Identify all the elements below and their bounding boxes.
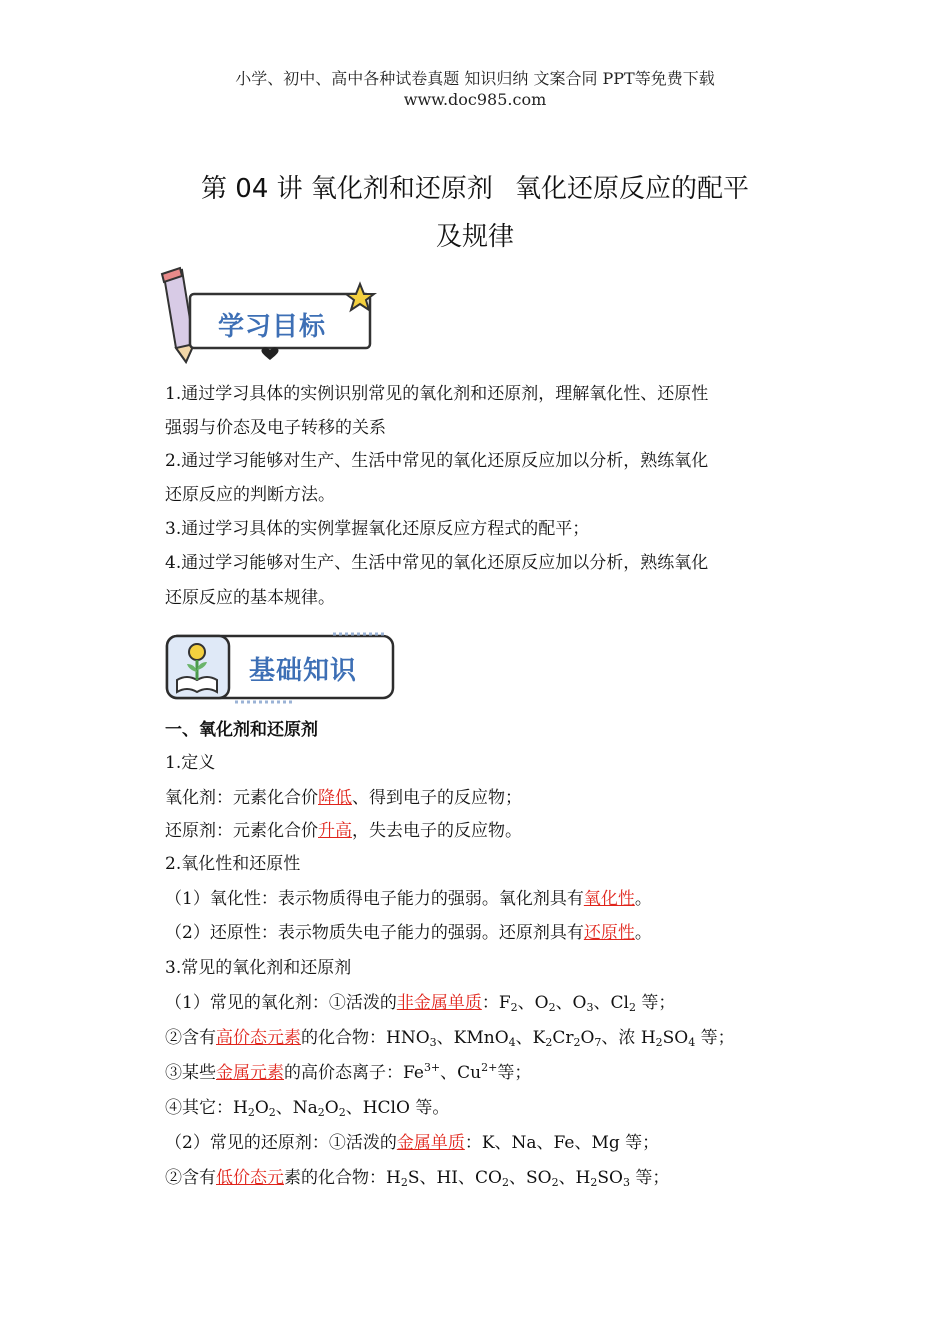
header-line-1: 小学、初中、高中各种试卷真题 知识归纳 文案合同 PPT等免费下载 — [235, 69, 715, 88]
goal-1-line-1: 1.通过学习具体的实例识别常见的氧化剂和还原剂，理解氧化性、还原性 — [165, 384, 709, 404]
subsection-common: 3.常见的氧化剂和还原剂 — [165, 958, 352, 978]
learning-goals-badge — [160, 266, 382, 368]
common-oxidants-3: ③某些金属元素的高价态离子：$Fe^{3+}$、$Cu^{2+}$等； — [165, 1061, 532, 1083]
basic-knowledge-label: 基础知识 — [249, 656, 358, 686]
page-title-line2: 及规律 — [435, 222, 514, 252]
common-reductants-2: ②含有低价态元素的化合物：$H_2S$、HI、$CO_2$、$SO_2$、$H_2SO_3$ 等； — [165, 1168, 670, 1189]
goal-1-line-2: 强弱与价态及电子转移的关系 — [165, 418, 386, 438]
goal-3: 3.通过学习具体的实例掌握氧化还原反应方程式的配平； — [165, 519, 590, 539]
goal-2-line-1: 2.通过学习能够对生产、生活中常见的氧化还原反应加以分析，熟练氧化 — [165, 451, 709, 471]
subsection-properties: 2.氧化性和还原性 — [165, 854, 301, 874]
oxidant-definition: 氧化剂：元素化合价降低、得到电子的反应物； — [165, 788, 522, 808]
common-oxidants-2: ②含有高价态元素的化合物：$HNO_3$、KMnO$_4$、$K_2Cr_2O_7$、浓 $H_2SO_4$ 等； — [165, 1028, 735, 1049]
common-reductants-1: （2）常见的还原剂：①活泼的金属单质：K、Na、Fe、Mg 等； — [165, 1133, 660, 1153]
goal-4-line-2: 还原反应的基本规律。 — [165, 588, 335, 608]
goal-4-line-1: 4.通过学习能够对生产、生活中常见的氧化还原反应加以分析，熟练氧化 — [165, 553, 709, 573]
basic-knowledge-badge — [163, 630, 399, 706]
oxidizing-property: （1）氧化性：表示物质得电子能力的强弱。氧化剂具有氧化性。 — [165, 889, 652, 909]
goal-2-line-2: 还原反应的判断方法。 — [165, 485, 335, 505]
subsection-definition: 1.定义 — [165, 753, 216, 773]
common-oxidants-1: （1）常见的氧化剂：①活泼的非金属单质：$F_2$、$O_2$、$O_3$、$Cl_2$ 等； — [165, 993, 676, 1014]
reducing-property: （2）还原性：表示物质失电子能力的强弱。还原剂具有还原性。 — [165, 923, 652, 943]
learning-goals-label: 学习目标 — [218, 312, 327, 342]
header-website: www.doc985.com — [403, 90, 547, 109]
reductant-definition: 还原剂：元素化合价升高，失去电子的反应物。 — [165, 821, 522, 841]
common-oxidants-4: ④其它：$H_2O_2$、$Na_2O_2$、HClO 等。 — [165, 1098, 450, 1119]
page-title: 第 04 讲 氧化剂和还原剂 氧化还原反应的配平 — [201, 174, 749, 204]
section-heading: 一、氧化剂和还原剂 — [165, 720, 318, 740]
